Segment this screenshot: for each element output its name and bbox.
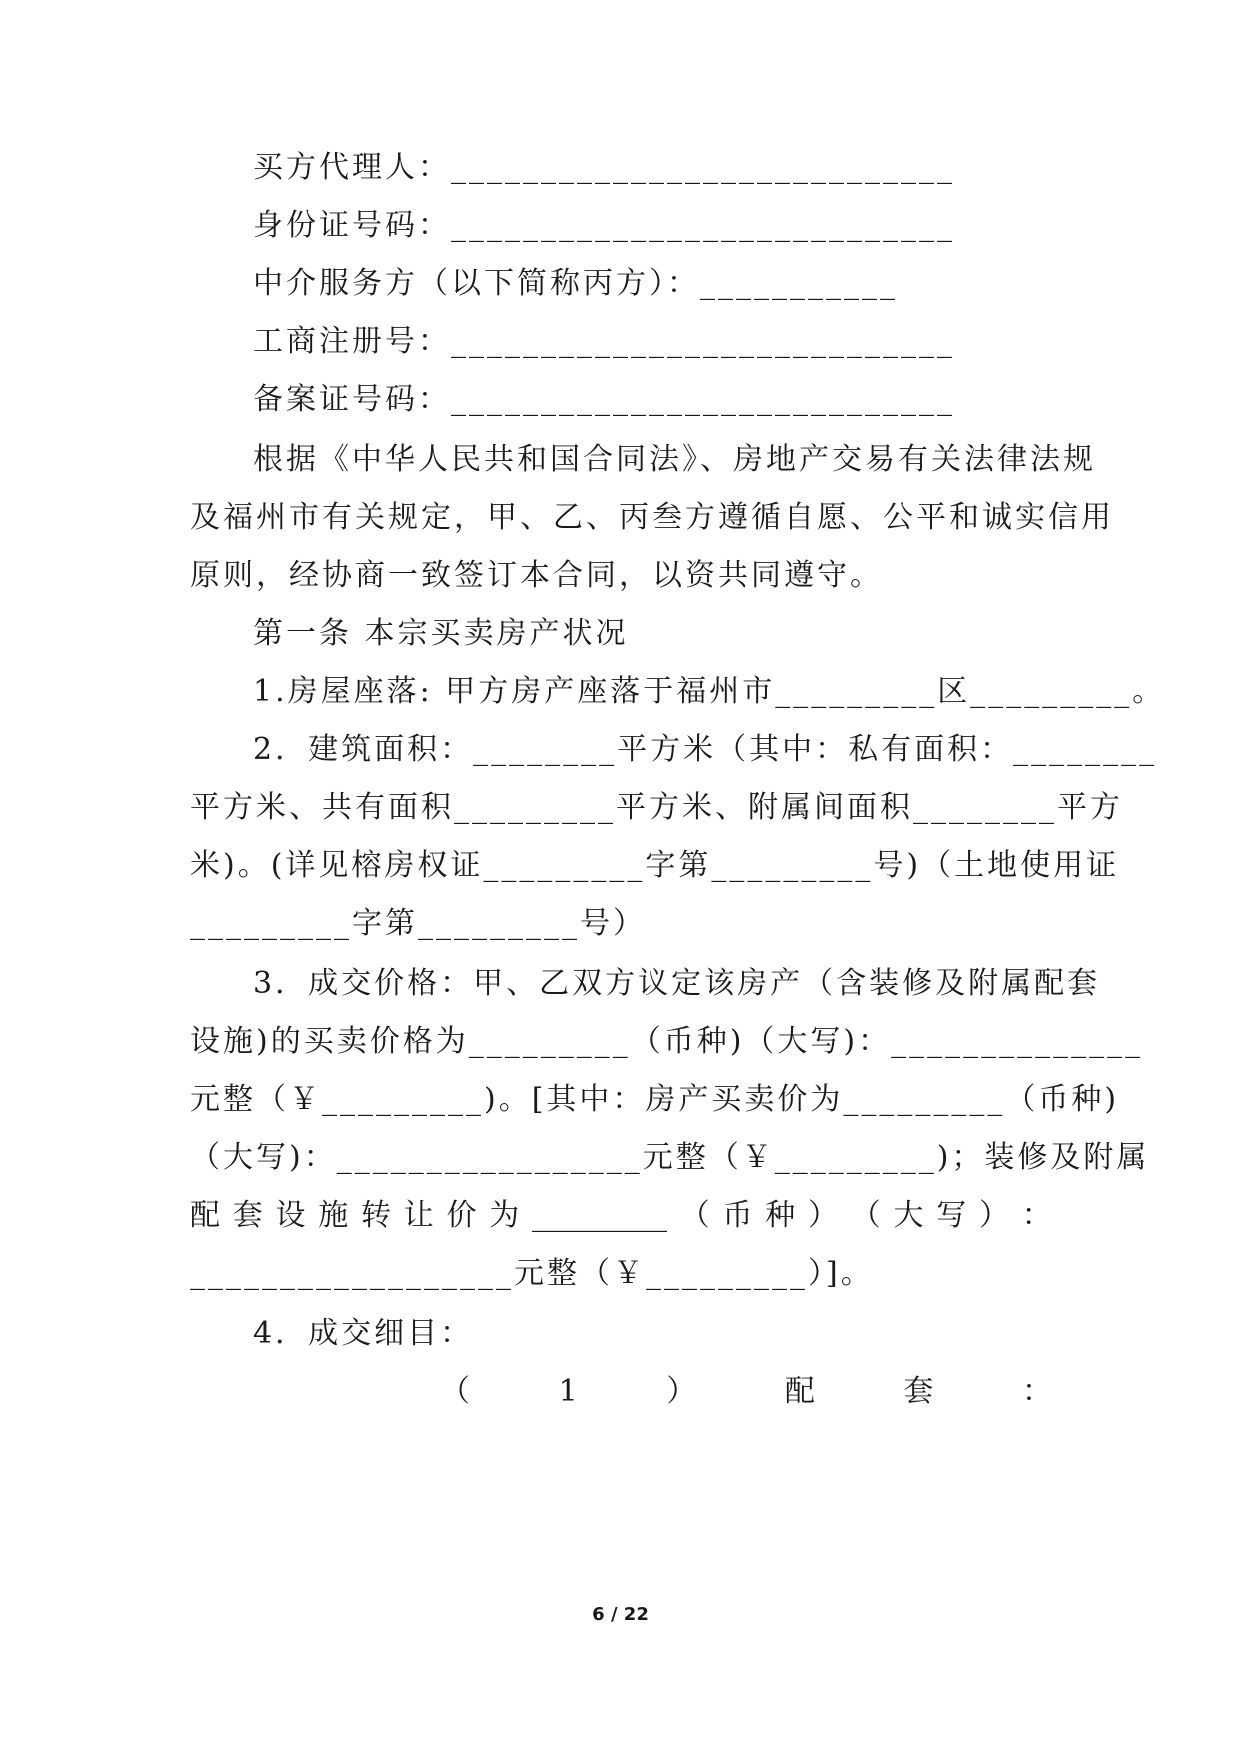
spread-char: ） bbox=[666, 1374, 697, 1409]
spread-char: 套 bbox=[903, 1374, 934, 1409]
justified-line bbox=[190, 1196, 1052, 1236]
paragraph-line: 米)。(详见榕房权证_________字第_________号)（土地使用证 bbox=[190, 848, 1120, 883]
id-number-line: 身份证号码：____________________________ bbox=[253, 208, 955, 243]
paragraph-line: 原则，经协商一致签订本合同，以资共同遵守。 bbox=[190, 558, 883, 593]
paragraph-line: 及福州市有关规定，甲、乙、丙叁方遵循自愿、公平和诚实信用 bbox=[190, 500, 1114, 535]
paragraph-line: 平方米、共有面积_________平方米、附属间面积________平方 bbox=[190, 790, 1123, 825]
spread-char: 让 bbox=[403, 1198, 434, 1233]
transaction-details-heading: 4．成交细目： bbox=[253, 1316, 474, 1351]
spread-char: 币 bbox=[722, 1198, 753, 1233]
justified-line bbox=[440, 1372, 1052, 1412]
spread-char: 写 bbox=[936, 1198, 967, 1233]
spread-char: 配 bbox=[190, 1198, 220, 1233]
spread-char: 设 bbox=[275, 1198, 306, 1233]
page-number: 6 / 22 bbox=[592, 1604, 649, 1625]
paragraph-line: 设施)的买卖价格为_________（币种)（大写)：______________ bbox=[190, 1024, 1144, 1059]
spread-char: _________ bbox=[532, 1198, 667, 1233]
spread-char: （ bbox=[679, 1198, 710, 1233]
spread-char: 套 bbox=[232, 1198, 263, 1233]
spread-char: ： bbox=[1021, 1198, 1052, 1233]
spread-char: 种 bbox=[765, 1198, 796, 1233]
business-registration-line: 工商注册号：____________________________ bbox=[253, 324, 955, 359]
spread-char: 价 bbox=[446, 1198, 477, 1233]
paragraph-line: （大写)：_________________元整（￥_________)；装修及附属 bbox=[190, 1140, 1150, 1175]
agency-party-line: 中介服务方（以下简称丙方）：___________ bbox=[253, 266, 898, 301]
spread-char: 转 bbox=[361, 1198, 391, 1233]
paragraph-line: 根据《中华人民共和国合同法》、房地产交易有关法律法规 bbox=[253, 442, 1096, 477]
spread-char: ） bbox=[808, 1198, 838, 1233]
spread-char: ） bbox=[979, 1198, 1009, 1233]
paragraph-line: _________字第_________号） bbox=[190, 906, 646, 941]
article-heading: 第一条 本宗买卖房产状况 bbox=[253, 616, 629, 651]
spread-char: （ bbox=[440, 1374, 470, 1409]
spread-char: 1 bbox=[558, 1374, 578, 1409]
spread-char: 大 bbox=[893, 1198, 924, 1233]
spread-char: 为 bbox=[489, 1198, 520, 1233]
paragraph-line: __________________元整（￥_________）]。 bbox=[190, 1256, 874, 1291]
paragraph-line: 元整（￥_________)。[其中：房产买卖价为_________（币种) bbox=[190, 1082, 1120, 1117]
spread-char: 配 bbox=[784, 1374, 815, 1409]
transaction-price-line: 3．成交价格：甲、乙双方议定该房产（含装修及附属配套 bbox=[253, 966, 1101, 1001]
buyer-agent-line: 买方代理人：____________________________ bbox=[253, 150, 955, 185]
spread-char: 施 bbox=[318, 1198, 349, 1233]
spread-char: （ bbox=[850, 1198, 881, 1233]
property-location-line: 1.房屋座落: 甲方房产座落于福州市_________区_________。 bbox=[253, 674, 1166, 709]
spread-char: ： bbox=[1021, 1374, 1052, 1409]
building-area-line: 2．建筑面积：________平方米（其中：私有面积：________ bbox=[253, 732, 1158, 767]
filing-number-line: 备案证号码：____________________________ bbox=[253, 382, 955, 417]
